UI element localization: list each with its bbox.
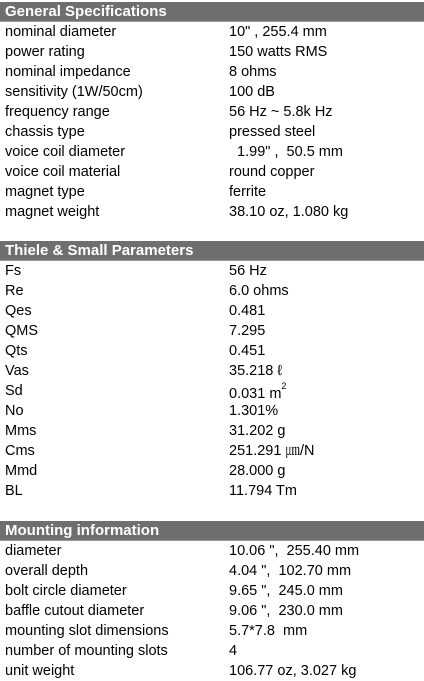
- param-value: 7.295: [229, 323, 266, 339]
- param-label: Cms: [5, 443, 35, 459]
- param-row: [0, 461, 424, 481]
- param-label: BL: [5, 483, 23, 499]
- spec-row: [0, 62, 424, 82]
- spec-value: 150 watts RMS: [229, 44, 328, 60]
- mounting-value: 5.7*7.8 mm: [229, 623, 308, 639]
- param-label: Mms: [5, 423, 37, 439]
- thiele-small-parameters-header: Thiele & Small Parameters: [0, 241, 424, 261]
- spec-label: nominal impedance: [5, 64, 131, 80]
- spec-label: sensitivity (1W/50cm): [5, 84, 143, 100]
- param-row: [0, 481, 424, 501]
- spec-label: magnet weight: [5, 204, 100, 220]
- param-value: 28.000 g: [229, 463, 286, 479]
- param-label: Qts: [5, 343, 28, 359]
- mounting-value: 9.65 ", 245.0 mm: [229, 583, 343, 599]
- spec-value: 10" , 255.4 mm: [229, 24, 327, 40]
- spec-row: [0, 22, 424, 42]
- spec-value: 100 dB: [229, 84, 275, 100]
- spec-row: [0, 162, 424, 182]
- spec-row: [0, 82, 424, 102]
- spec-label: nominal diameter: [5, 24, 117, 40]
- mounting-information-header: Mounting information: [0, 521, 424, 541]
- sd-unit-superscript: 2: [281, 381, 287, 391]
- param-label: Vas: [5, 363, 29, 379]
- mounting-value: 9.06 ", 230.0 mm: [229, 603, 343, 619]
- param-value: 6.0 ohms: [229, 283, 289, 299]
- param-value: 251.291 ㎛/N: [229, 443, 315, 459]
- spec-row: [0, 142, 424, 162]
- param-value: 1.301%: [229, 403, 279, 419]
- mounting-value: 10.06 ", 255.40 mm: [229, 543, 360, 559]
- param-label: Sd: [5, 383, 23, 399]
- mounting-label: bolt circle diameter: [5, 583, 127, 599]
- spec-value: 56 Hz ~ 5.8k Hz: [229, 104, 333, 120]
- param-row: [0, 421, 424, 441]
- spec-value: 38.10 oz, 1.080 kg: [229, 204, 349, 220]
- param-label: Re: [5, 283, 24, 299]
- spec-row: [0, 202, 424, 222]
- param-row: [0, 301, 424, 321]
- param-value: 56 Hz: [229, 263, 267, 279]
- mounting-value: 106.77 oz, 3.027 kg: [229, 663, 357, 679]
- mounting-label: diameter: [5, 543, 62, 559]
- spec-label: chassis type: [5, 124, 85, 140]
- mounting-label: baffle cutout diameter: [5, 603, 145, 619]
- param-row: [0, 281, 424, 301]
- spec-value: ferrite: [229, 184, 267, 200]
- mounting-value: 4.04 ", 102.70 mm: [229, 563, 352, 579]
- param-label: Qes: [5, 303, 32, 319]
- mounting-information-table: [0, 541, 424, 681]
- mounting-row: [0, 561, 424, 581]
- general-specifications-header: General Specifications: [0, 2, 424, 22]
- mounting-row: [0, 581, 424, 601]
- param-label: Mmd: [5, 463, 38, 479]
- mounting-row: [0, 621, 424, 641]
- param-value: 0.451: [229, 343, 266, 359]
- param-label: Fs: [5, 263, 22, 279]
- spec-value: round copper: [229, 164, 315, 180]
- param-label: No: [5, 403, 24, 419]
- param-value: 11.794 Tm: [229, 483, 297, 499]
- spec-row: [0, 102, 424, 122]
- param-row: [0, 261, 424, 281]
- spec-label: voice coil diameter: [5, 144, 126, 160]
- spec-label: voice coil material: [5, 164, 121, 180]
- spec-row: [0, 42, 424, 62]
- mounting-label: number of mounting slots: [5, 643, 168, 659]
- mounting-label: mounting slot dimensions: [5, 623, 169, 639]
- param-row: [0, 381, 424, 401]
- mounting-row: [0, 601, 424, 621]
- param-row: [0, 441, 424, 461]
- spec-label: power rating: [5, 44, 85, 60]
- spec-value: pressed steel: [229, 124, 316, 140]
- param-row: [0, 401, 424, 421]
- general-specifications-table: [0, 22, 424, 222]
- mounting-row: [0, 661, 424, 681]
- mounting-label: overall depth: [5, 563, 89, 579]
- thiele-small-parameters-table: [0, 261, 424, 501]
- spec-row: [0, 122, 424, 142]
- mounting-value: 4: [229, 643, 238, 659]
- param-value: [229, 381, 286, 401]
- spec-row: [0, 182, 424, 202]
- mounting-label: unit weight: [5, 663, 75, 679]
- param-row: [0, 321, 424, 341]
- spec-value: 8 ohms: [229, 64, 277, 80]
- param-row: [0, 341, 424, 361]
- sd-value-text: 0.031 m: [229, 386, 282, 402]
- param-label: QMS: [5, 323, 39, 339]
- mounting-row: [0, 641, 424, 661]
- spec-value: 1.99" , 50.5 mm: [229, 144, 343, 160]
- param-value: 35.218 ℓ: [229, 363, 283, 379]
- spec-label: frequency range: [5, 104, 110, 120]
- spec-label: magnet type: [5, 184, 85, 200]
- param-row: [0, 361, 424, 381]
- param-value: 0.481: [229, 303, 266, 319]
- mounting-row: [0, 541, 424, 561]
- param-value: 31.202 g: [229, 423, 286, 439]
